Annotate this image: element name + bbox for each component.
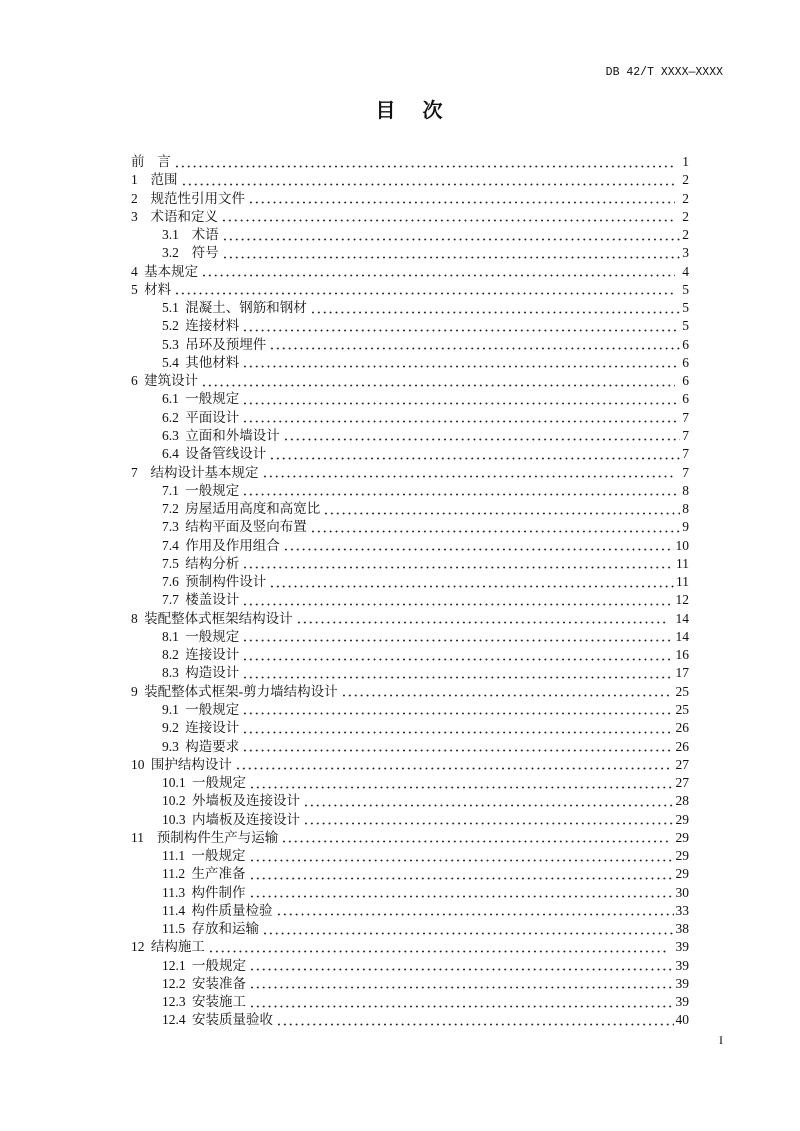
toc-subentry-page-number: 16	[675, 647, 689, 663]
toc-entry-page-number: 2	[682, 208, 689, 224]
dot-leader	[269, 573, 674, 591]
toc-subentry-label: 9.1 一般规定	[162, 701, 240, 717]
toc-subentry-label: 10.1 一般规定	[162, 775, 246, 791]
toc-subentry	[131, 701, 689, 719]
toc-subentry	[131, 664, 689, 682]
toc-subentry-label: 7.2 房屋适用高度和高宽比	[162, 501, 321, 517]
dot-leader	[221, 208, 675, 226]
toc-subentry-page-number: 8	[682, 501, 689, 517]
toc-entry	[131, 464, 689, 482]
toc-subentry	[131, 555, 689, 573]
toc-subentry-page-number: 28	[675, 793, 689, 809]
toc-subentry	[131, 518, 689, 536]
toc-subentry	[131, 957, 689, 975]
toc-entry-page-number: 1	[682, 154, 689, 169]
dot-leader	[249, 993, 674, 1011]
toc-subentry	[131, 902, 689, 920]
toc-entry-page-number: 39	[675, 939, 689, 955]
toc-subentry-page-number: 6	[682, 391, 689, 407]
dot-leader	[281, 829, 668, 847]
dot-leader	[310, 299, 681, 317]
toc-subentry-page-number: 7	[682, 446, 689, 462]
toc-subentry-label: 8.2 连接设计	[162, 647, 240, 663]
toc-subentry-label: 5.3 吊环及预埋件	[162, 336, 267, 352]
toc-entry-page-number: 2	[682, 190, 689, 206]
toc-entry-label: 8 装配整体式框架结构设计	[131, 610, 293, 626]
dot-leader	[242, 646, 673, 664]
toc-entry-page-number: 4	[682, 263, 689, 279]
toc-subentry-label: 5.2 连接材料	[162, 318, 240, 334]
toc-subentry-label: 7.3 结构平面及竖向布置	[162, 519, 307, 535]
toc-subentry-page-number: 26	[675, 738, 689, 754]
toc-subentry	[131, 427, 689, 445]
toc-subentry-page-number: 39	[675, 994, 689, 1010]
toc-subentry-label: 11.3 构件制作	[162, 884, 246, 900]
dot-leader	[242, 555, 674, 573]
toc-entry-label: 3 术语和定义	[131, 208, 218, 224]
toc-subentry	[131, 811, 689, 829]
dot-leader	[174, 153, 676, 171]
toc-subentry	[131, 445, 689, 463]
toc-subentry-label: 10.3 内墙板及连接设计	[162, 811, 300, 827]
toc-subentry-label: 6.1 一般规定	[162, 391, 240, 407]
toc-entry-label: 4 基本规定	[131, 263, 199, 279]
dot-leader	[242, 628, 673, 646]
toc-subentry-label: 7.7 楼盖设计	[162, 592, 240, 608]
toc-subentry-label: 6.4 设备管线设计	[162, 446, 267, 462]
toc-subentry-page-number: 10	[675, 537, 689, 553]
dot-leader	[208, 938, 669, 956]
dot-leader	[242, 317, 680, 335]
toc-subentry-page-number: 9	[682, 519, 689, 535]
toc-subentry-label: 7.6 预制构件设计	[162, 574, 267, 590]
toc-subentry	[131, 336, 689, 354]
toc-subentry-label: 12.3 安装施工	[162, 994, 246, 1010]
dot-leader	[296, 610, 669, 628]
dot-leader	[249, 975, 674, 993]
dot-leader	[276, 902, 674, 920]
toc-subentry-page-number: 39	[675, 957, 689, 973]
toc-subentry-page-number: 29	[675, 848, 689, 864]
toc-subentry-label: 3.1 术语	[162, 227, 219, 243]
toc-subentry	[131, 482, 689, 500]
toc-subentry	[131, 865, 689, 883]
toc-entry-label: 6 建筑设计	[131, 373, 199, 389]
toc-entry-label: 前 言	[131, 154, 171, 169]
toc-entry-label: 5 材料	[131, 281, 172, 297]
toc-entry-page-number: 7	[682, 464, 689, 480]
toc-subentry	[131, 244, 689, 262]
toc-entry	[131, 610, 689, 628]
dot-leader	[249, 847, 674, 865]
toc-subentry-page-number: 12	[675, 592, 689, 608]
toc-subentry-page-number: 7	[682, 427, 689, 443]
dot-leader	[201, 372, 675, 390]
page-title: 目 次	[375, 100, 443, 122]
toc-entry	[131, 281, 689, 299]
toc-entry-label: 11 预制构件生产与运输	[131, 829, 279, 845]
toc-subentry	[131, 299, 689, 317]
toc-subentry-page-number: 33	[675, 902, 689, 918]
dot-leader	[242, 409, 680, 427]
toc-subentry-label: 8.3 构造设计	[162, 665, 240, 681]
toc-subentry-label: 6.3 立面和外墙设计	[162, 427, 280, 443]
dot-leader	[249, 884, 674, 902]
toc-subentry-label: 5.1 混凝土、钢筋和钢材	[162, 300, 307, 316]
dot-leader	[262, 464, 676, 482]
toc-subentry	[131, 920, 689, 938]
dot-leader	[242, 701, 673, 719]
dot-leader	[201, 263, 675, 281]
toc-entry	[131, 938, 689, 956]
toc-entry-page-number: 5	[682, 281, 689, 297]
toc-entry-label: 12 结构施工	[131, 939, 205, 955]
dot-leader	[269, 336, 680, 354]
dot-leader	[262, 920, 674, 938]
toc-entry-page-number: 14	[675, 610, 689, 626]
toc-subentry-page-number: 38	[675, 921, 689, 937]
toc-subentry-label: 11.4 构件质量检验	[162, 902, 273, 918]
toc-entry	[131, 263, 689, 281]
toc-subentry	[131, 226, 689, 244]
toc-subentry	[131, 354, 689, 372]
toc-subentry-page-number: 3	[682, 245, 689, 261]
toc-subentry	[131, 537, 689, 555]
dot-leader	[242, 738, 673, 756]
toc-subentry	[131, 1011, 689, 1029]
toc-subentry-page-number: 40	[675, 1012, 689, 1028]
dot-leader	[283, 537, 674, 555]
dot-leader	[242, 354, 680, 372]
toc-subentry-label: 11.1 一般规定	[162, 848, 246, 864]
dot-leader	[323, 500, 680, 518]
toc-entry-page-number: 2	[682, 172, 689, 188]
document-code: DB 42/T XXXX—XXXX	[605, 66, 723, 79]
toc-entry-page-number: 27	[675, 756, 689, 772]
toc-subentry	[131, 719, 689, 737]
toc-subentry-label: 10.2 外墙板及连接设计	[162, 793, 300, 809]
dot-leader	[269, 445, 680, 463]
toc-entry-label: 9 装配整体式框架-剪力墙结构设计	[131, 683, 338, 699]
toc-subentry-label: 7.1 一般规定	[162, 482, 240, 498]
dot-leader	[341, 683, 669, 701]
toc-subentry	[131, 317, 689, 335]
toc-entry	[131, 372, 689, 390]
toc-entry-label: 7 结构设计基本规定	[131, 464, 259, 480]
table-of-contents	[131, 153, 689, 1030]
toc-entry-page-number: 6	[682, 373, 689, 389]
toc-subentry-page-number: 27	[675, 775, 689, 791]
toc-subentry-page-number: 11	[676, 574, 689, 590]
toc-subentry-page-number: 5	[682, 300, 689, 316]
toc-subentry	[131, 792, 689, 810]
dot-leader	[181, 171, 676, 189]
toc-entry	[131, 208, 689, 226]
toc-entry-label: 1 范围	[131, 172, 178, 188]
toc-entry-page-number: 25	[675, 683, 689, 699]
dot-leader	[235, 756, 669, 774]
toc-subentry-label: 7.5 结构分析	[162, 555, 240, 571]
toc-subentry	[131, 993, 689, 1011]
toc-subentry	[131, 847, 689, 865]
dot-leader	[242, 591, 673, 609]
dot-leader	[249, 865, 674, 883]
toc-subentry-page-number: 26	[675, 720, 689, 736]
page-folio: I	[719, 1033, 723, 1047]
dot-leader	[174, 281, 675, 299]
toc-subentry-label: 9.2 连接设计	[162, 720, 240, 736]
toc-subentry-page-number: 30	[675, 884, 689, 900]
toc-subentry-page-number: 25	[675, 701, 689, 717]
toc-subentry-label: 7.4 作用及作用组合	[162, 537, 280, 553]
toc-subentry-page-number: 17	[675, 665, 689, 681]
toc-subentry-label: 11.5 存放和运输	[162, 921, 259, 937]
toc-subentry	[131, 628, 689, 646]
dot-leader	[222, 244, 681, 262]
dot-leader	[303, 811, 674, 829]
toc-entry-label: 2 规范性引用文件	[131, 190, 245, 206]
dot-leader	[303, 792, 674, 810]
toc-subentry	[131, 390, 689, 408]
dot-leader	[249, 774, 674, 792]
toc-entry	[131, 153, 689, 171]
toc-subentry-label: 8.1 一般规定	[162, 628, 240, 644]
toc-subentry	[131, 409, 689, 427]
dot-leader	[249, 957, 674, 975]
toc-subentry	[131, 500, 689, 518]
toc-subentry-page-number: 29	[675, 866, 689, 882]
toc-subentry-label: 5.4 其他材料	[162, 354, 240, 370]
dot-leader	[242, 482, 680, 500]
toc-entry	[131, 190, 689, 208]
toc-subentry-page-number: 5	[682, 318, 689, 334]
toc-subentry-page-number: 7	[682, 409, 689, 425]
toc-subentry	[131, 774, 689, 792]
dot-leader	[276, 1011, 674, 1029]
toc-subentry-page-number: 39	[675, 975, 689, 991]
toc-subentry-page-number: 6	[682, 336, 689, 352]
toc-subentry-page-number: 14	[675, 628, 689, 644]
toc-entry	[131, 756, 689, 774]
toc-subentry-page-number: 2	[682, 227, 689, 243]
dot-leader	[222, 226, 681, 244]
toc-subentry	[131, 738, 689, 756]
toc-subentry	[131, 884, 689, 902]
toc-subentry-label: 9.3 构造要求	[162, 738, 240, 754]
toc-subentry-label: 12.2 安装准备	[162, 975, 246, 991]
toc-subentry-page-number: 6	[682, 354, 689, 370]
toc-subentry-label: 11.2 生产准备	[162, 866, 246, 882]
dot-leader	[310, 518, 681, 536]
toc-subentry	[131, 646, 689, 664]
dot-leader	[283, 427, 681, 445]
toc-subentry-label: 12.1 一般规定	[162, 957, 246, 973]
toc-entry-page-number: 29	[675, 829, 689, 845]
toc-entry-label: 10 围护结构设计	[131, 756, 232, 772]
toc-entry	[131, 171, 689, 189]
toc-subentry-page-number: 29	[675, 811, 689, 827]
dot-leader	[242, 719, 673, 737]
dot-leader	[242, 390, 680, 408]
dot-leader	[242, 664, 673, 682]
toc-subentry-page-number: 11	[676, 555, 689, 571]
toc-subentry	[131, 573, 689, 591]
toc-subentry-page-number: 8	[682, 482, 689, 498]
toc-subentry-label: 3.2 符号	[162, 245, 219, 261]
dot-leader	[248, 190, 675, 208]
toc-subentry-label: 12.4 安装质量验收	[162, 1012, 273, 1028]
toc-subentry-label: 6.2 平面设计	[162, 409, 240, 425]
toc-entry	[131, 683, 689, 701]
toc-subentry	[131, 591, 689, 609]
toc-subentry	[131, 975, 689, 993]
toc-entry	[131, 829, 689, 847]
